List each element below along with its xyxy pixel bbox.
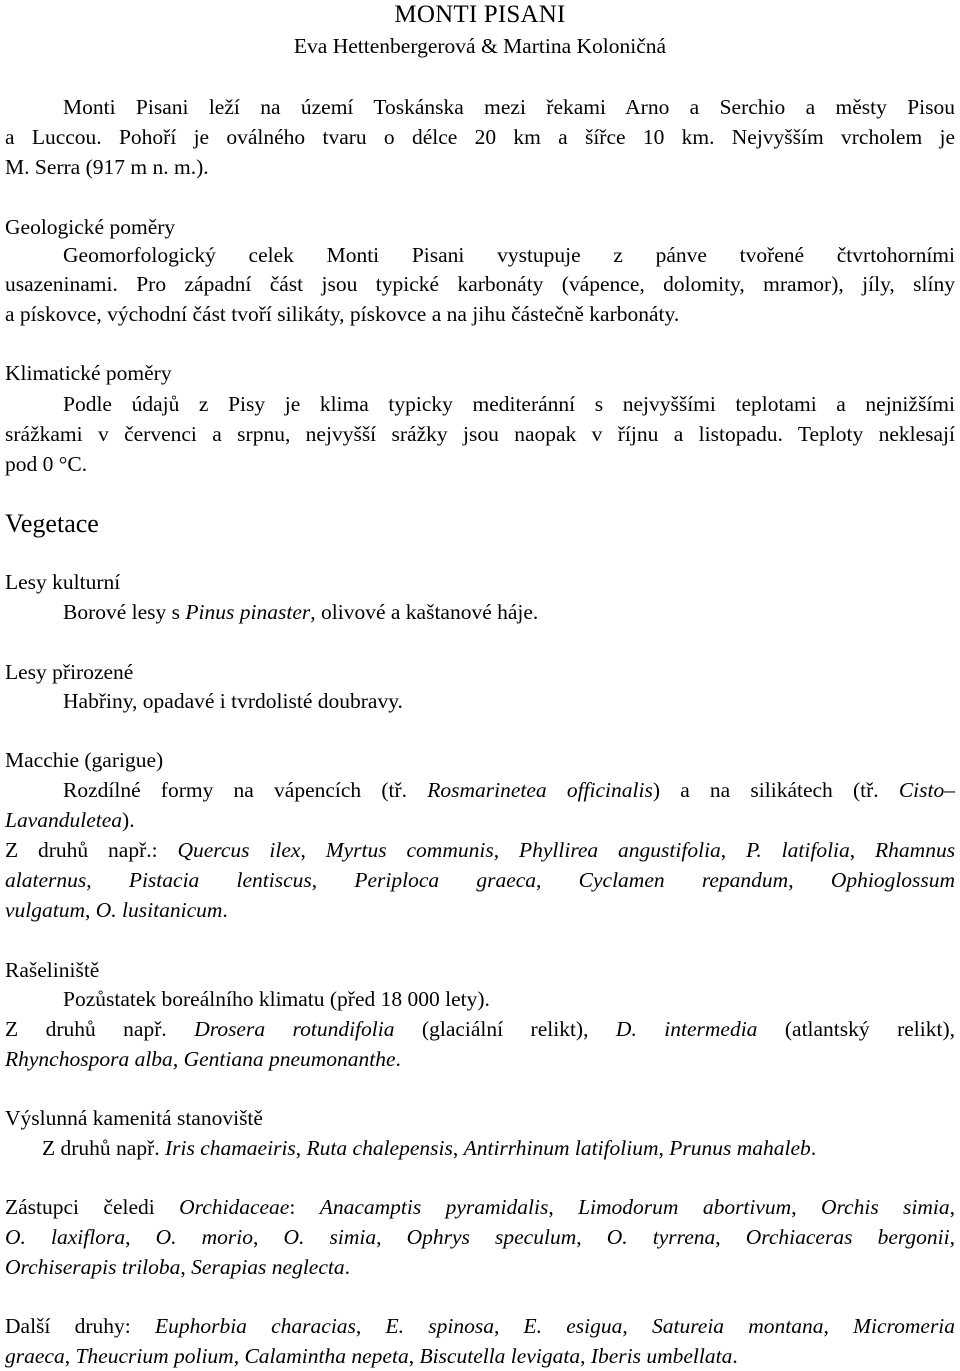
geology-line-3: a pískovce, východní část tvoří silikáty, pískovce a na jihu částečně karbonáty. bbox=[5, 302, 680, 326]
orchids-line-1: Zástupci čeledi Orchidaceae: Anacamptis pyramidalis, Limodorum abortivum, Orchis simia, bbox=[5, 1195, 956, 1219]
bog-heading: Rašeliniště bbox=[5, 958, 100, 982]
authors: Eva Hettenbergerová & Martina Koloničná bbox=[293, 34, 667, 58]
cultural-forests-heading: Lesy kulturní bbox=[5, 570, 121, 594]
orchids-line-2: O. laxiflora, O. morio, O. simia, Ophrys speculum, O. tyrrena, Orchiaceras bergonii, bbox=[5, 1225, 956, 1249]
intro-line-1: Monti Pisani leží na území Toskánska mezi řekami Arno a Serchio a městy Pisou bbox=[63, 95, 955, 119]
macchie-heading: Macchie (garigue) bbox=[5, 748, 164, 772]
macchie-line-4: alaternus, Pistacia lentiscus, Periploca graeca, Cyclamen repandum, Ophioglossum bbox=[5, 868, 956, 892]
bog-line-2: Z druhů např. Drosera rotundifolia (glaciální relikt), D. intermedia (atlantský relikt), bbox=[5, 1017, 956, 1041]
geology-line-2: usazeninami. Pro západní část jsou typické karbonáty (vápence, dolomity, mramor), jíly, slíny bbox=[5, 272, 955, 296]
rocky-habitats-heading: Výslunná kamenitá stanoviště bbox=[5, 1106, 263, 1130]
intro-line-2: a Luccou. Pohoří je oválného tvaru o délce 20 km a šířce 10 km. Nejvyšším vrcholem je bbox=[5, 125, 955, 149]
geology-heading: Geologické poměry bbox=[5, 215, 176, 239]
vegetation-heading: Vegetace bbox=[5, 509, 99, 538]
macchie-line-1: Rozdílné formy na vápencích (tř. Rosmarinetea officinalis) a na silikátech (tř. Cisto– bbox=[63, 778, 955, 802]
natural-forests-heading: Lesy přirozené bbox=[5, 660, 134, 684]
climate-line-2: srážkami v červenci a srpnu, nejvyšší srážky jsou naopak v říjnu a listopadu. Teploty neklesají bbox=[5, 422, 955, 446]
macchie-line-2: Lavanduletea). bbox=[5, 808, 135, 832]
natural-forests-text: Habřiny, opadavé i tvrdolisté doubravy. bbox=[63, 689, 403, 713]
document-title: MONTI PISANI bbox=[394, 1, 566, 28]
other-species-line-2: graeca, Theucrium polium, Calamintha nepeta, Biscutella levigata, Iberis umbellata. bbox=[5, 1344, 738, 1368]
orchids-line-3: Orchiserapis triloba, Serapias neglecta. bbox=[5, 1255, 350, 1279]
rocky-line-1: Z druhů např. Iris chamaeiris, Ruta chalepensis, Antirrhinum latifolium, Prunus mahaleb. bbox=[42, 1136, 817, 1160]
geology-line-1: Geomorfologický celek Monti Pisani vystupuje z pánve tvořené čtvrtohorními bbox=[63, 243, 955, 267]
cultural-forests-text: Borové lesy s Pinus pinaster, olivové a kaštanové háje. bbox=[63, 600, 539, 624]
other-species-line-1: Další druhy: Euphorbia characias, E. spinosa, E. esigua, Satureia montana, Micromeria bbox=[5, 1314, 956, 1338]
bog-line-1: Pozůstatek boreálního klimatu (před 18 000 lety). bbox=[63, 987, 490, 1011]
climate-line-3: pod 0 °C. bbox=[5, 452, 88, 476]
intro-line-3: M. Serra (917 m n. m.). bbox=[5, 155, 209, 179]
bog-line-3: Rhynchospora alba, Gentiana pneumonanthe. bbox=[5, 1047, 401, 1071]
macchie-line-3: Z druhů např.: Quercus ilex, Myrtus communis, Phyllirea angustifolia, P. latifolia, Rhamnus bbox=[5, 838, 956, 862]
climate-line-1: Podle údajů z Pisy je klima typicky mediteránní s nejvyššími teplotami a nejnižšími bbox=[63, 392, 955, 416]
climate-heading: Klimatické poměry bbox=[5, 361, 172, 385]
macchie-line-5: vulgatum, O. lusitanicum. bbox=[5, 898, 228, 922]
